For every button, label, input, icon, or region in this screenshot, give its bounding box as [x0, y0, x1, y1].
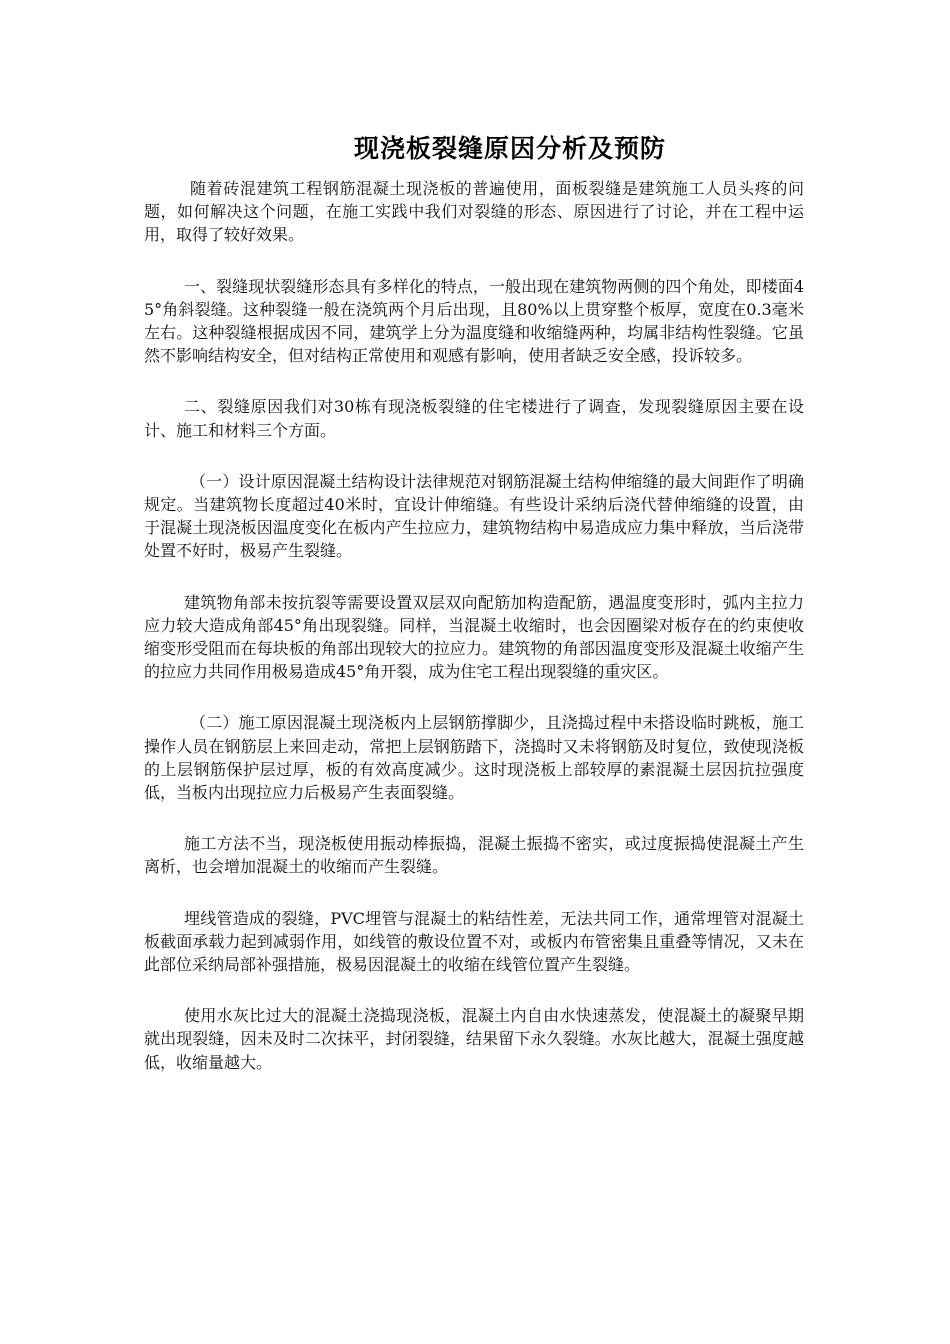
- document-body: [144, 177, 804, 1102]
- paragraph-intro: 随着砖混建筑工程钢筋混凝土现浇板的普遍使用，面板裂缝是建筑施工人员头疼的问题，如何解决这个问题，在施工实践中我们对裂缝的形态、原因进行了讨论，并在工程中运用，取得了较好效果。: [144, 179, 804, 245]
- paragraph-corner-reinforcement: 建筑物角部未按抗裂等需要设置双层双向配筋加构造配筋，遇温度变形时，弧内主拉力应力较大造成角部45°角出现裂缝。同样，当混凝土收缩时，也会因圈梁对板存在的约束使收缩变形受阻而在每块板的角部出现较大的拉应力。建筑物的角部因温度变形及混凝土收缩产生的拉应力共同作用极易造成45°角开裂，成为住宅工程出现裂缝的重灾区。: [144, 592, 804, 682]
- paragraph-water-cement-ratio: 使用水灰比过大的混凝土浇捣现浇板，混凝土内自由水快速蒸发，使混凝土的凝聚早期就出现裂缝，因未及时二次抹平，封闭裂缝，结果留下永久裂缝。水灰比越大，混凝土强度越低，收缩量越大。: [144, 1006, 804, 1072]
- document-title: 现浇板裂缝原因分析及预防: [353, 134, 666, 163]
- paragraph-crack-status: 一、裂缝现状裂缝形态具有多样化的特点，一般出现在建筑物两侧的四个角处，即楼面45°角斜裂缝。这种裂缝一般在浇筑两个月后出现，且80%以上贯穿整个板厚，宽度在0.3毫米左右。这种裂缝根据成因不同，建筑学上分为温度缝和收缩缝两种，均属非结构性裂缝。它虽然不影响结构安全，但对结构正常使用和观感有影响，使用者缺乏安全感，投诉较多。: [144, 276, 804, 366]
- paragraph-construction-causes: （二）施工原因混凝土现浇板内上层钢筋撑脚少，且浇捣过程中未搭设临时跳板，施工操作人员在钢筋层上来回走动，常把上层钢筋踏下，浇捣时又未将钢筋及时复位，致使现浇板的上层钢筋保护层过厚，板的有效高度减少。这时现浇板上部较厚的素混凝土层因抗拉强度低，当板内出现拉应力后极易产生表面裂缝。: [144, 713, 804, 803]
- paragraph-design-causes: （一）设计原因混凝土结构设计法律规范对钢筋混凝土结构伸缩缝的最大间距作了明确规定。当建筑物长度超过40米时，宜设计伸缩缝。有些设计采纳后浇代替伸缩缝的设置，由于混凝土现浇板因温度变化在板内产生拉应力，建筑物结构中易造成应力集中释放，当后浇带处置不好时，极易产生裂缝。: [144, 471, 804, 561]
- paragraph-crack-causes: 二、裂缝原因我们对30栋有现浇板裂缝的住宅楼进行了调查，发现裂缝原因主要在设计、施工和材料三个方面。: [144, 397, 804, 440]
- paragraph-vibration-method: 施工方法不当，现浇板使用振动棒振捣，混凝土振捣不密实，或过度振捣使混凝土产生离析，也会增加混凝土的收缩而产生裂缝。: [144, 834, 804, 877]
- paragraph-conduit-cracks: 埋线管造成的裂缝，PVC埋管与混凝土的粘结性差，无法共同工作，通常埋管对混凝土板截面承载力起到减弱作用，如线管的敷设位置不对，或板内布管密集且重叠等情况，又未在此部位采纳局部补强措施，极易因混凝土的收缩在线管位置产生裂缝。: [144, 908, 804, 975]
